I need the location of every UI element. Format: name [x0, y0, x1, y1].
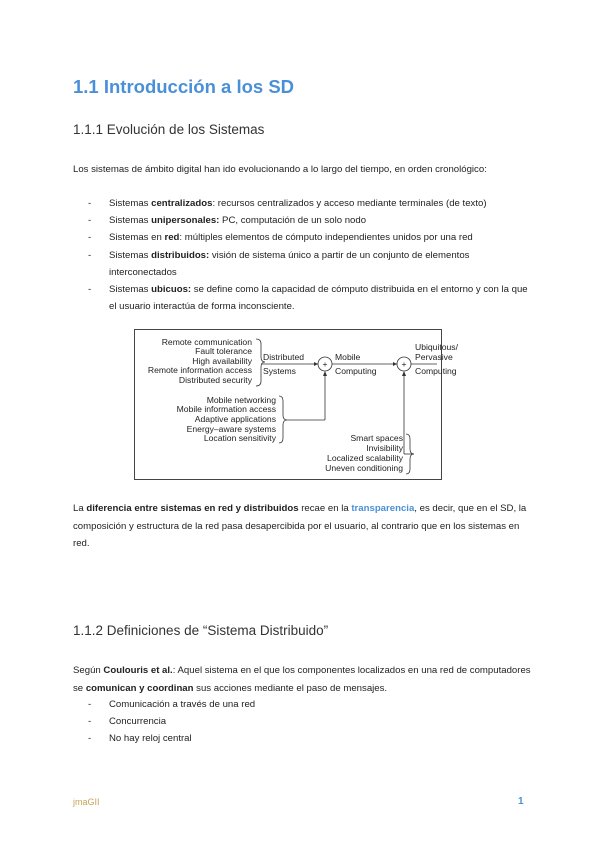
arrow-head [402, 371, 406, 376]
left-label: High availability [192, 356, 252, 366]
arrow-head [393, 362, 397, 366]
evolution-list [88, 195, 528, 315]
mobile-group-label: Mobile networking [206, 395, 276, 405]
intro-paragraph: Los sistemas de ámbito digital han ido evolucionando a lo largo del tiempo, en orden cronológico: [73, 164, 487, 175]
distributed-label: Systems [263, 366, 296, 376]
ubiquitous-label: Computing [415, 366, 457, 376]
left-label: Remote information access [147, 365, 252, 375]
list-item: - Sistemas distribuidos: visión de sistema único a partir de un conjunto de elementos interconectados [88, 249, 470, 278]
left-label: Remote communication [161, 337, 252, 347]
mobile-group-label: Adaptive applications [194, 414, 276, 424]
evolution-diagram [134, 329, 458, 480]
section-heading-definiciones: 1.1.2 Definiciones de “Sistema Distribuido” [73, 623, 329, 638]
definition-list [88, 696, 528, 748]
arrow-head [314, 362, 318, 366]
footer-author: jmaGII [73, 797, 100, 807]
plus-symbol: + [322, 359, 328, 369]
smart-group-label: Localized scalability [327, 453, 403, 463]
section-heading-evolucion: 1.1.1 Evolución de los Sistemas [73, 122, 265, 137]
left-brace [256, 339, 265, 386]
list-item: - Sistemas en red: múltiples elementos de cómputo independientes unidos por una red [88, 232, 473, 244]
diagram-svg [135, 330, 458, 479]
smart-group-label: Uneven conditioning [325, 463, 403, 473]
left-label: Distributed security [178, 375, 252, 385]
ubiquitous-label: Ubiquitous/ [415, 342, 458, 352]
list-item: - Sistemas unipersonales: PC, computación de un solo nodo [88, 215, 367, 227]
mobile-group-label: Location sensitivity [203, 433, 276, 443]
smart-group-label: Invisibility [366, 443, 403, 453]
distributed-label: Distributed [263, 352, 305, 362]
page-title: 1.1 Introducción a los SD [73, 76, 295, 97]
list-item: - Comunicación a través de una red [88, 699, 256, 710]
transparencia-link[interactable]: transparencia [351, 503, 415, 514]
mobile-group-label: Energy–aware systems [186, 424, 276, 434]
ubiquitous-label: Pervasive [415, 352, 453, 362]
mobile-group-brace [279, 396, 287, 443]
arrow-head [323, 371, 327, 376]
mobile-label: Computing [335, 366, 377, 376]
list-item: - No hay reloj central [88, 733, 192, 745]
left-label: Fault tolerance [195, 346, 252, 356]
plus-symbol: + [401, 359, 407, 369]
list-item: - Concurrencia [88, 716, 167, 728]
difference-paragraph: La diferencia entre sistemas en red y distribuidos recae en la transparencia, es decir, que en el SD, la composición y estructura de la red pasa desapercibida por el usuario, al contrario que en los sistemas en red. [73, 503, 527, 550]
list-item: - Sistemas centralizados: recursos centralizados y acceso mediante terminales (de texto) [88, 198, 487, 209]
mobile-group-label: Mobile information access [176, 404, 276, 414]
page-number: 1 [518, 796, 524, 807]
list-item: - Sistemas ubicuos: se define como la capacidad de cómputo distribuida en el entorno y con la que el usuario interactúa de forma inconsciente. [88, 284, 528, 313]
mobile-label: Mobile [335, 352, 361, 362]
coulouris-paragraph: Según Coulouris et al.: Aquel sistema en el que los componentes localizados en una red de computadores se comunican y coordinan sus acciones mediante el paso de mensajes. [73, 665, 531, 694]
smart-group-label: Smart spaces [350, 433, 403, 443]
